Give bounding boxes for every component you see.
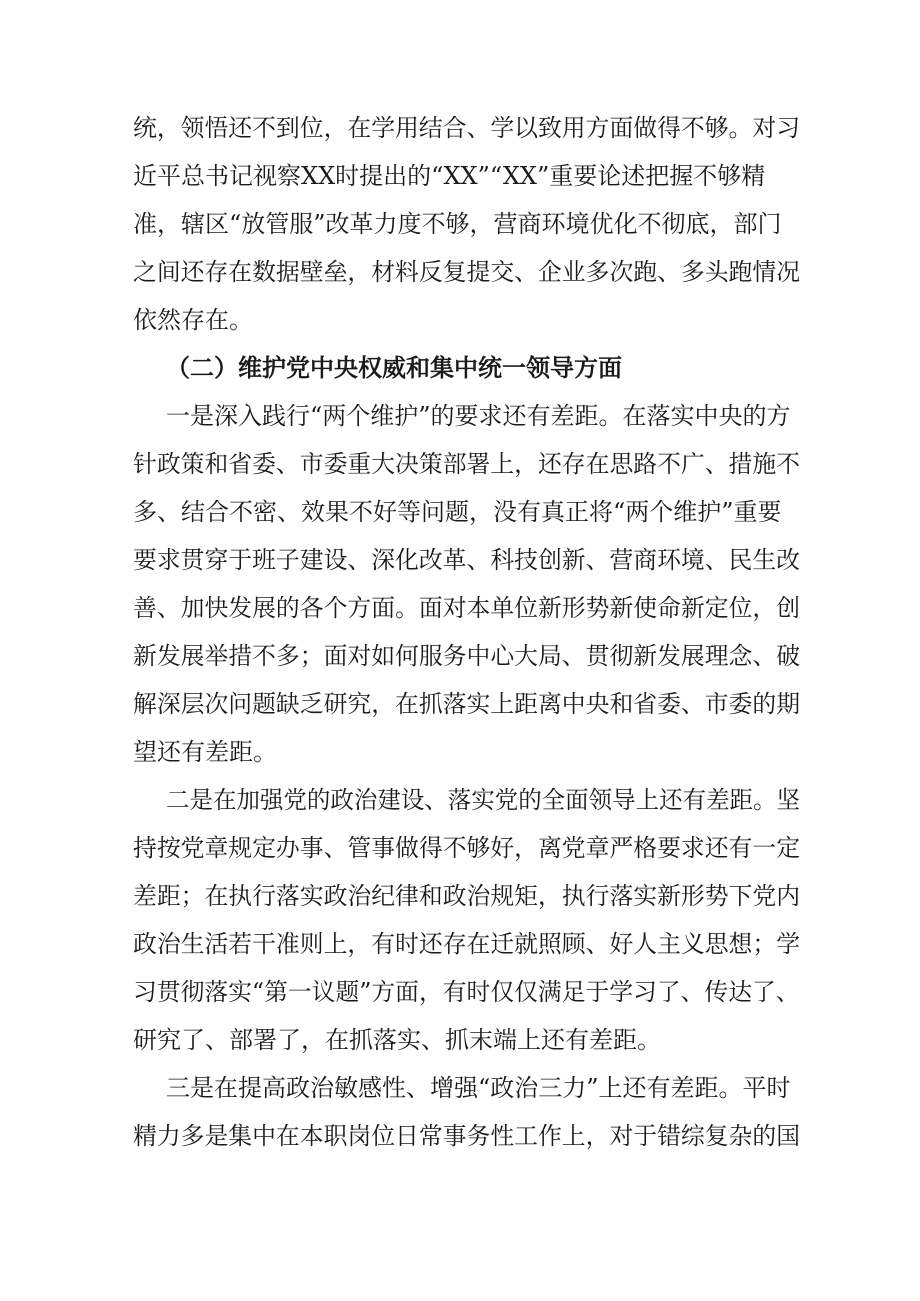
paragraph-line: 习贯彻落实“第一议题”方面，有时仅仅满足于学习了、传达了、 xyxy=(133,978,800,1006)
paragraph-line: 近平总书记视察XX时提出的“XX”“XX”重要论述把握不够精 xyxy=(133,162,766,190)
paragraph-line: 要求贯穿于班子建设、深化改革、科技创新、营商环境、民生改 xyxy=(133,546,801,574)
paragraph-line: 一是深入践行“两个维护”的要求还有差距。在落实中央的方 xyxy=(166,402,791,430)
paragraph-line: 善、加快发展的各个方面。面对本单位新形势新使命新定位，创 xyxy=(133,594,801,622)
paragraph-line: 二是在加强党的政治建设、落实党的全面领导上还有差距。坚 xyxy=(166,786,801,814)
paragraph-line: 三是在提高政治敏感性、增强“政治三力”上还有差距。平时 xyxy=(166,1074,791,1102)
paragraph-line: 多、结合不密、效果不好等问题，没有真正将“两个维护”重要 xyxy=(133,498,782,526)
paragraph-line: 针政策和省委、市委重大决策部署上，还存在思路不广、措施不 xyxy=(133,450,801,478)
section-heading: （二）维护党中央权威和集中统一领导方面 xyxy=(166,353,622,382)
paragraph-line: 新发展举措不多；面对如何服务中心大局、贯彻新发展理念、破 xyxy=(133,642,801,670)
paragraph-line: 统，领悟还不到位，在学用结合、学以致用方面做得不够。对习 xyxy=(133,114,801,142)
paragraph-line: 差距；在执行落实政治纪律和政治规矩，执行落实新形势下党内 xyxy=(133,882,801,910)
paragraph-line: 准，辖区“放管服”改革力度不够，营商环境优化不彻底，部门 xyxy=(133,210,782,238)
paragraph-line: 之间还存在数据壁垒，材料反复提交、企业多次跑、多头跑情况 xyxy=(133,258,801,286)
paragraph-line: 研究了、部署了，在抓落实、抓末端上还有差距。 xyxy=(133,1026,661,1054)
paragraph-line: 依然存在。 xyxy=(133,306,253,334)
paragraph-line: 持按党章规定办事、管事做得不够好，离党章严格要求还有一定 xyxy=(133,834,801,862)
paragraph-line: 精力多是集中在本职岗位日常事务性工作上，对于错综复杂的国 xyxy=(133,1122,801,1150)
paragraph-line: 望还有差距。 xyxy=(133,738,277,766)
paragraph-line: 解深层次问题缺乏研究，在抓落实上距离中央和省委、市委的期 xyxy=(133,690,801,718)
paragraph-line: 政治生活若干准则上，有时还存在迁就照顾、好人主义思想；学 xyxy=(133,930,801,958)
